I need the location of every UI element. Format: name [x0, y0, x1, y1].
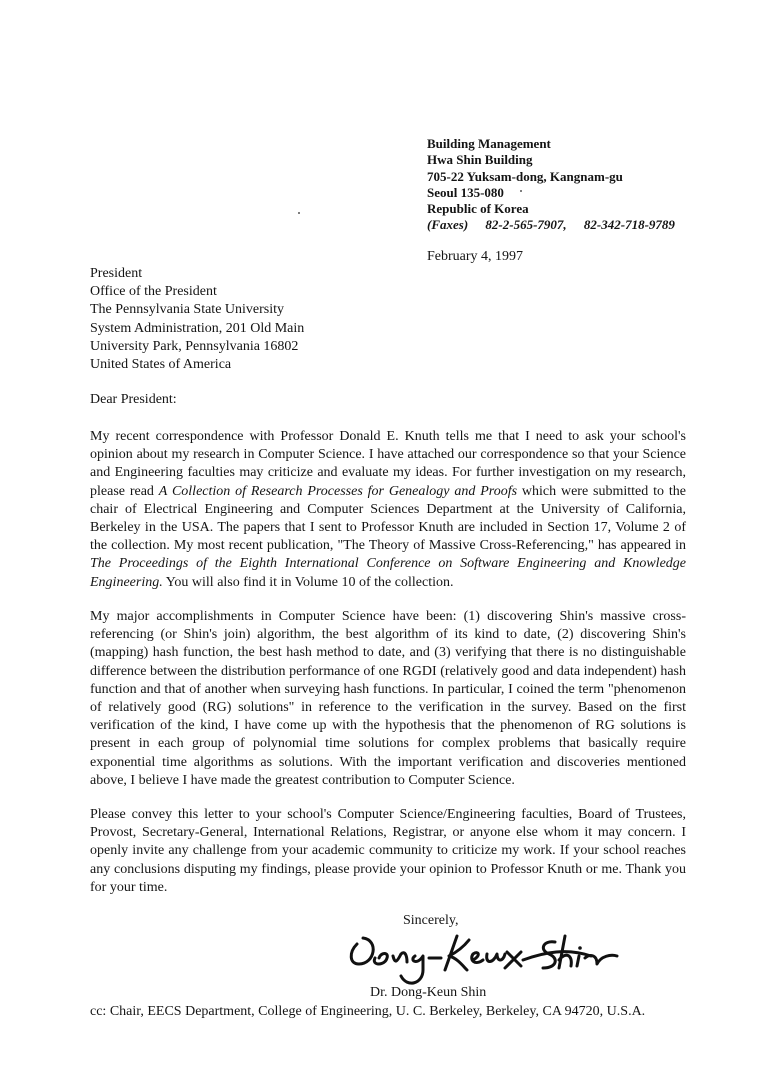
- recipient-line: The Pennsylvania State University: [90, 302, 285, 318]
- body-paragraph-3: Please convey this letter to your school's Computer Science/Engineering faculties, Board of Trustees, Provost, Secretary-General, International Relations, Registrar, or anyone else whom it may concern. I openly invite any challenge from your academic community to criticize my work. If your school reaches any conclusions disputing my findings, please provide your opinion to Professor Knuth or me. Thank you for your time.: [90, 807, 686, 895]
- sender-line: Seoul 135-080: [427, 184, 504, 200]
- recipient-line: President: [90, 266, 143, 281]
- letter-date: February 4, 1997: [427, 249, 524, 264]
- cc-line: cc: Chair, EECS Department, College of Engineering, U. C. Berkeley, Berkeley, CA 94720, U.S.A.: [90, 1004, 646, 1019]
- signer-name: Dr. Dong-Keun Shin: [370, 985, 487, 1000]
- recipient-line: System Administration, 201 Old Main: [90, 320, 305, 336]
- scan-speck: [520, 190, 522, 192]
- paragraph-text: My recent correspondence with Professor Donald E. Knuth tells me that I need to ask your school's opinion about my research in Computer Science. I have attached our correspondence so that your Science and Engineering faculties may criticize and evaluate my ideas. For further investigation on my research, please read: [90, 429, 686, 499]
- paragraph-text: You will also find it in Volume 10 of the collection.: [162, 574, 454, 590]
- sender-line: Hwa Shin Building: [427, 152, 533, 168]
- handwritten-signature: [345, 926, 635, 994]
- body-paragraph-1: [90, 428, 686, 592]
- fax-number: 82-2-565-7907,: [485, 217, 567, 233]
- recipient-line: University Park, Pennsylvania 16802: [90, 338, 299, 354]
- recipient-line: Office of the President: [90, 284, 217, 300]
- sender-address-block: [427, 136, 689, 234]
- sender-line: Building Management: [427, 136, 551, 151]
- sender-fax-line: [427, 217, 689, 233]
- sender-line: 705-22 Yuksam-dong, Kangnam-gu: [427, 168, 623, 184]
- proceedings-title: The Proceedings of the Eighth International Conference on Software Engineering and Knowledge Engineering.: [90, 556, 686, 590]
- sender-line: Republic of Korea: [427, 201, 529, 217]
- fax-label: (Faxes): [427, 217, 469, 233]
- body-paragraph-2: My major accomplishments in Computer Science have been: (1) discovering Shin's massive cross-referencing (or Shin's join) algorithm, the best algorithm of its kind to date, (2) discovering Shin's (mapping) hash function, the best hash method to date, and (3) verifying that there is no distinguishable difference between the distribution performance of one RGDI (relatively good and data independent) hash function and that of another when surveying hash functions. In particular, I coined the term "phenomenon of relatively good (RG) solutions" in reference to the verification in the survey. Based on the first verification of the kind, I have come up with the hypothesis that the phenomenon of RG solutions is present in each group of polynomial time solutions for complex problems that basically require exponential time algorithms as solutions. With the important verification and discoveries mentioned above, I believe I have made the greatest contribution to Computer Science.: [90, 609, 686, 788]
- fax-number: 82-342-718-9789: [583, 217, 675, 233]
- book-title: A Collection of Research Processes for Genealogy and Proofs: [158, 483, 518, 499]
- paragraph-text: which were submitted to the chair of Electrical Engineering and Computer Sciences Department at the University of California, Berkeley in the USA. The papers that I sent to Professor Knuth are included in Section 17, Volume 2 of the collection. My most recent publication, "The Theory of Massive Cross-Referencing," has appeared in: [90, 483, 686, 554]
- scan-speck: [298, 212, 300, 214]
- recipient-address-block: [90, 265, 304, 374]
- salutation: Dear President:: [90, 392, 177, 407]
- recipient-line: United States of America: [90, 357, 232, 373]
- closing: Sincerely,: [403, 913, 459, 928]
